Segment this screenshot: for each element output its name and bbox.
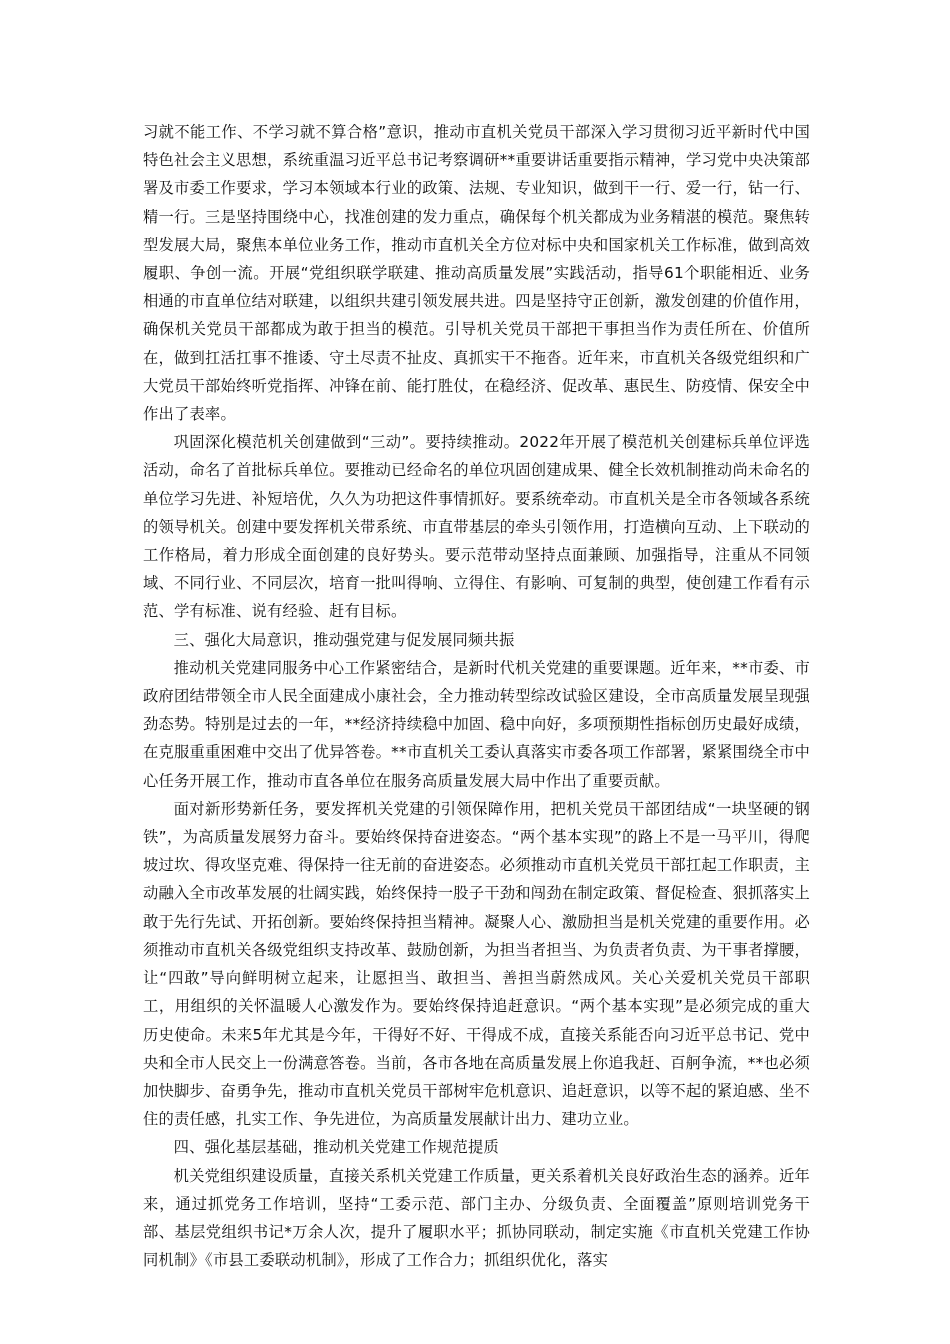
body-paragraph-organization-quality: 机关党组织建设质量，直接关系机关党建工作质量，更关系着机关良好政治生态的涵养。近年来，通过抓党务工作培训，坚持“工委示范、部门主办、分级负责、全面覆盖”原则培训党务干部、基层党组织书记*万余人次，提升了履职水平；抓协同联动，制定实施《市直机关党建工作协同机制》《市县工委联动机制》，形成了工作合力；抓组织优化，落实: [143, 1166, 810, 1270]
body-paragraph-model-organs: 巩固深化模范机关创建做到“三动”。要持续推动。2022年开展了模范机关创建标兵单位评选活动，命名了首批标兵单位。要推动已经命名的单位巩固创建成果、健全长效机制推动尚未命名的单位学习先进、补短培优，久久为功把这件事情抓好。要系统牵动。市直机关是全市各领域各系统的领导机关。创建中要发挥机关带系统、市直带基层的牵头引领作用，打造横向互动、上下联动的工作格局，着力形成全面创建的良好势头。要示范带动坚持点面兼顾、加强指导，注重从不同领域、不同行业、不同层次，培育一批叫得响、立得住、有影响、可复制的典型，使创建工作看有示范、学有标准、说有经验、赶有目标。: [143, 433, 810, 621]
section-heading-4: 四、强化基层基础，推动机关党建工作规范提质: [173, 1138, 500, 1157]
body-paragraph-new-situation: 面对新形势新任务，要发挥机关党建的引领保障作用，把机关党员干部团结成“一块坚硬的钢铁”，为高质量发展努力奋斗。要始终保持奋进姿态。“两个基本实现”的路上不是一马平川，得爬坡过坎、得攻坚克难、得保持一往无前的奋进姿态。必须推动市直机关党员干部扛起工作职责，主动融入全市改革发展的壮阔实践，始终保持一股子干劲和闯劲在制定政策、督促检查、狠抓落实上敢于先行先试、开拓创新。要始终保持担当精神。凝聚人心、激励担当是机关党建的重要作用。必须推动市直机关各级党组织支持改革、鼓励创新，为担当者担当、为负责者负责、为干事者撑腰，让“四敢”导向鲜明树立起来，让愿担当、敢担当、善担当蔚然成风。关心关爱机关党员干部职工，用组织的关怀温暖人心激发作为。要始终保持追赶意识。“两个基本实现”是必须完成的重大历史使命。未来5年尤其是今年，干得好不好、干得成不成，直接关系能否向习近平总书记、党中央和全市人民交上一份满意答卷。当前，各市各地在高质量发展上你追我赶、百舸争流，**也必须加快脚步、奋勇争先，推动市直机关党员干部树牢危机意识、追赶意识，以等不起的紧迫感、坐不住的责任感，扎实工作、争先进位，为高质量发展献计出力、建功立业。: [143, 799, 810, 1129]
body-paragraph-continued: 习就不能工作、不学习就不算合格”意识，推动市直机关党员干部深入学习贯彻习近平新时代中国特色社会主义思想，系统重温习近平总书记考察调研**重要讲话重要指示精神，学习党中央决策部署及市委工作要求，学习本领域本行业的政策、法规、专业知识，做到干一行、爱一行，钻一行、精一行。三是坚持围绕中心，找准创建的发力重点，确保每个机关都成为业务精湛的模范。聚焦转型发展大局，聚焦本单位业务工作，推动市直机关全方位对标中央和国家机关工作标准，做到高效履职、争创一流。开展“党组织联学联建、推动高质量发展”实践活动，指导61个职能相近、业务相通的市直单位结对联建，以组织共建引领发展共进。四是坚持守正创新，激发创建的价值作用，确保机关党员干部都成为敢于担当的模范。引导机关党员干部把干事担当作为责任所在、价值所在，做到扛活扛事不推诿、守土尽责不扯皮、真抓实干不拖沓。近年来，市直机关各级党组织和广大党员干部始终听党指挥、冲锋在前、能打胜仗，在稳经济、促改革、惠民生、防疫情、保安全中作出了表率。: [143, 123, 810, 424]
section-heading-3: 三、强化大局意识，推动强党建与促发展同频共振: [173, 630, 515, 649]
body-paragraph-central-work: 推动机关党建同服务中心工作紧密结合，是新时代机关党建的重要课题。近年来，**市委、市政府团结带领全市人民全面建成小康社会，全力推动转型综改试验区建设，全市高质量发展呈现强劲态势。特别是过去的一年，**经济持续稳中加固、稳中向好，多项预期性指标创历史最好成绩，在克服重重困难中交出了优异答卷。**市直机关工委认真落实市委各项工作部署，紧紧围绕全市中心任务开展工作，推动市直各单位在服务高质量发展大局中作出了重要贡献。: [143, 658, 810, 790]
document-page: [143, 118, 810, 1274]
